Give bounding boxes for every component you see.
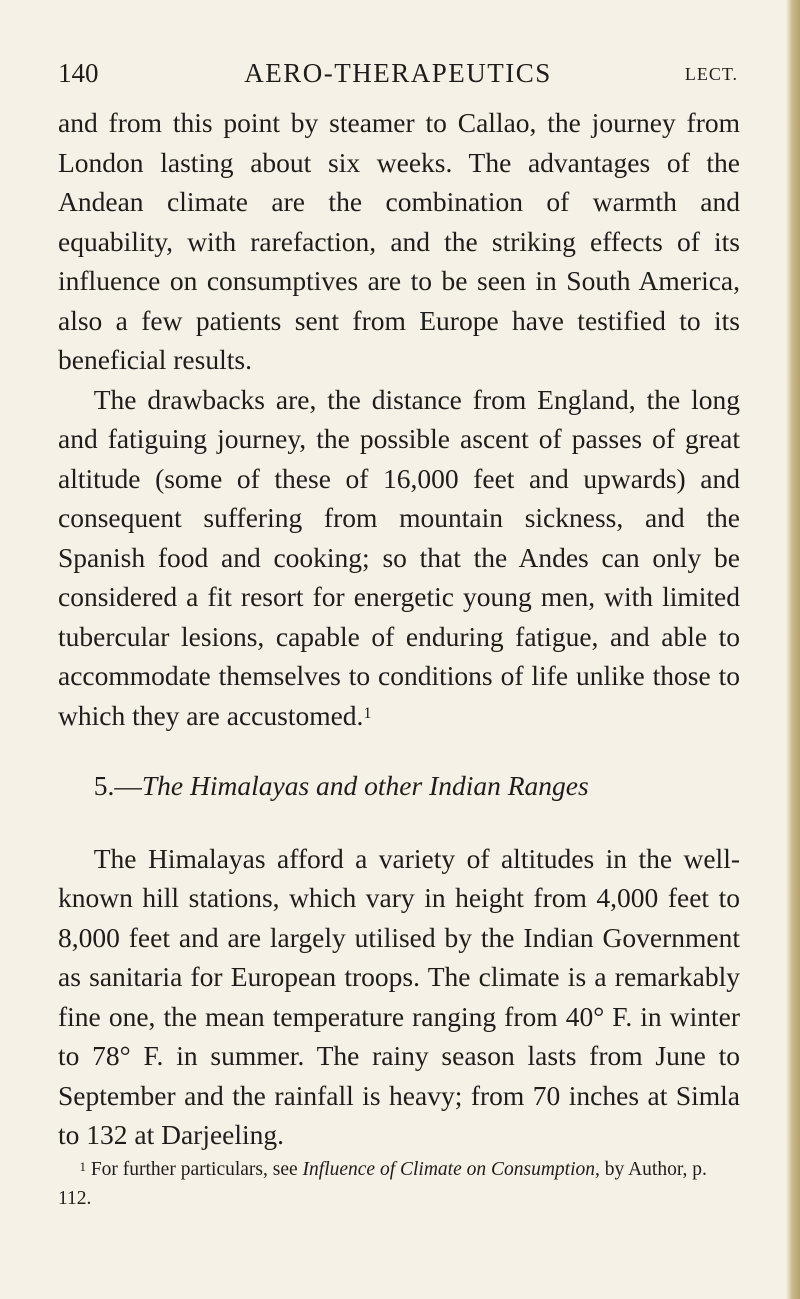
section-label: LECT. (684, 64, 738, 84)
paragraph-2 (58, 380, 740, 736)
page-number: 140 (58, 58, 99, 88)
paragraph-2-text: The drawbacks are, the distance from England, the long and fatiguing journey, the possible ascent of passes of great altitude (some of these of 16,000 feet and upwards) and consequent suffering from mountain sickness, and the Spanish food and cooking; so that the Andes can only be considered a fit resort for energetic young men, with limited tubercular lesions, capable of enduring fatigue, and able to accommodate themselves to conditions of life unlike those to which they are accustomed. (58, 383, 740, 731)
section-title: The Himalayas and other Indian Ranges (141, 770, 589, 801)
running-header (58, 58, 738, 98)
footnote-title: Influence of Climate on Consumption, (302, 1159, 600, 1180)
paragraph-1 (58, 103, 740, 380)
footnote-body (58, 1155, 740, 1213)
footnote (58, 1155, 740, 1213)
section-number: 5.— (93, 770, 142, 801)
paragraph-1-text: and from this point by steamer to Callao, the journey from London lasting about six weeks. The advantages of the Andean climate are the combination of warmth and equability, with rarefaction, and the striking effects of its influence on consumptives are to be seen in South America, also a few patients sent from Europe have testified to its beneficial results. (58, 107, 740, 375)
footnote-reference: 1 (363, 704, 372, 722)
footnote-marker: 1 (79, 1159, 86, 1174)
footnote-text-after: by Author, p. 112. (58, 1159, 707, 1209)
footnote-text-before: For further particulars, see (90, 1159, 298, 1180)
section-heading (58, 766, 740, 806)
body-text (58, 103, 740, 1155)
page-edge (786, 0, 800, 1299)
paragraph-3 (58, 839, 740, 1155)
paragraph-3-text: The Himalayas afford a variety of altitudes in the well-known hill stations, which vary in height from 4,000 feet to 8,000 feet and are largely utilised by the Indian Government as sanitaria for European troops. The climate is a remarkably fine one, the mean temperature ranging from 40° F. in winter to 78° F. in summer. The rainy season lasts from June to September and the rainfall is heavy; from 70 inches at Simla to 132 at Darjeeling. (58, 842, 740, 1150)
running-title: AERO-THERAPEUTICS (244, 58, 552, 88)
